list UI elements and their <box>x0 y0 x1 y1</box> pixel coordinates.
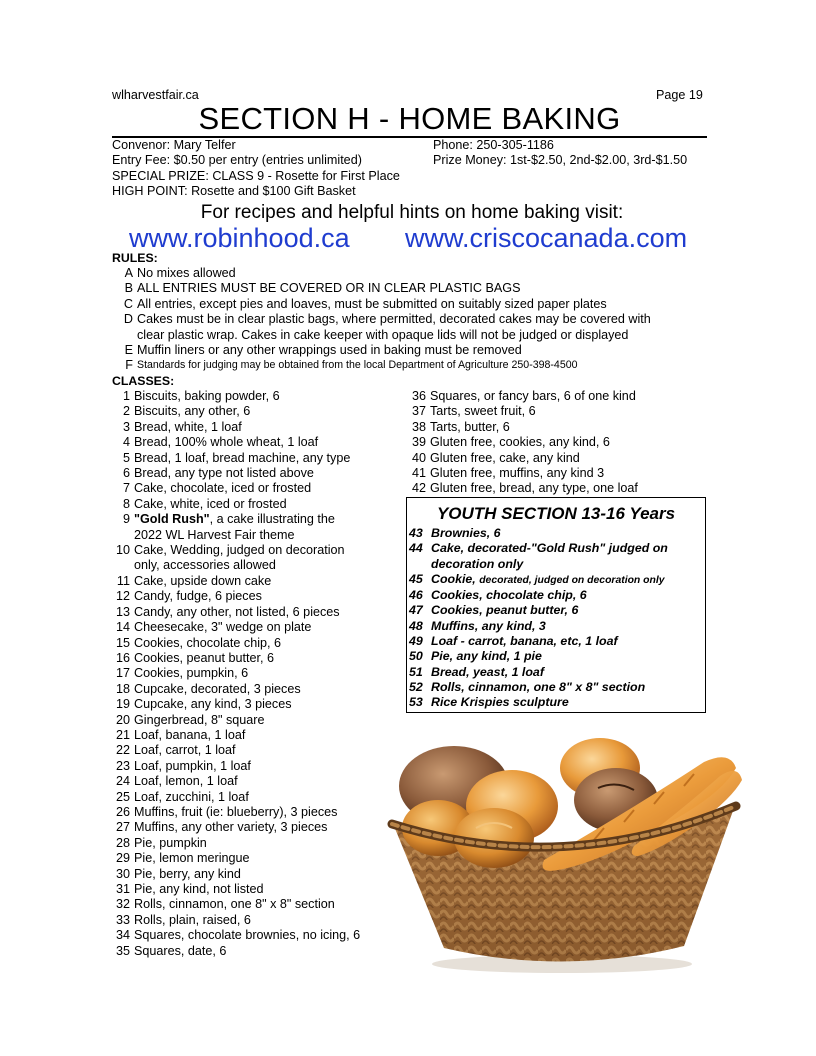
class-text <box>134 543 402 558</box>
class-desc: Squares, date, 6 <box>134 943 227 958</box>
class-number: 7 <box>122 481 130 496</box>
youth-item <box>409 572 705 588</box>
class-desc: Loaf, carrot, 1 loaf <box>134 743 236 758</box>
class-desc: Candy, fudge, 6 pieces <box>134 589 262 604</box>
class-text <box>134 435 402 450</box>
rule-text: All entries, except pies and loaves, must be submitted on suitably sized paper plates <box>137 296 607 311</box>
class-number: 10 <box>115 543 130 558</box>
rule-item <box>112 312 712 327</box>
youth-desc: Loaf - carrot, banana, etc, 1 loaf <box>431 634 618 649</box>
class-item <box>112 759 402 774</box>
youth-list <box>407 526 705 711</box>
class-desc: Gluten free, cake, any kind <box>430 450 580 465</box>
rule-text: Cakes must be in clear plastic bags, where permitted, decorated cakes may be covered with <box>137 312 651 327</box>
class-desc: Muffins, fruit (ie: blueberry), 3 pieces <box>134 804 338 819</box>
class-desc: Gluten free, bread, any type, one loaf <box>430 481 638 496</box>
youth-item <box>409 680 705 695</box>
class-number: 36 <box>411 389 426 403</box>
class-text <box>134 790 402 805</box>
class-item <box>408 481 708 496</box>
class-text <box>134 851 402 866</box>
class-number: 26 <box>115 804 130 819</box>
class-desc: Rolls, plain, raised, 6 <box>134 912 251 927</box>
class-item <box>408 420 708 435</box>
class-number: 13 <box>115 604 130 619</box>
rule-letter: F <box>125 358 133 373</box>
class-number <box>112 528 134 543</box>
class-number: 5 <box>122 450 130 465</box>
class-item <box>112 574 402 589</box>
class-item <box>112 682 402 697</box>
class-text <box>134 805 402 820</box>
class-desc: only, accessories allowed <box>134 558 276 573</box>
class-text <box>430 451 708 466</box>
class-text <box>134 481 402 496</box>
class-desc: Cake, upside down cake <box>134 573 272 588</box>
youth-text <box>431 588 705 603</box>
class-number: 21 <box>115 727 130 742</box>
class-number: 9 <box>122 512 130 527</box>
class-desc: Cookies, peanut butter, 6 <box>134 650 275 665</box>
rule-item <box>112 297 712 312</box>
youth-text <box>431 619 705 634</box>
youth-text <box>431 572 705 588</box>
class-number: 14 <box>115 620 130 635</box>
rule-item <box>112 343 712 358</box>
class-desc: Gluten free, muffins, any kind 3 <box>430 466 605 481</box>
class-text <box>134 713 402 728</box>
site-url: wlharvestfair.ca <box>112 88 199 102</box>
class-number: 3 <box>122 419 130 434</box>
class-item <box>112 944 402 959</box>
class-text <box>134 589 402 604</box>
youth-note: decorated, judged on decoration only <box>479 574 665 586</box>
class-item <box>112 558 402 573</box>
class-desc: Bread, white, 1 loaf <box>134 419 242 434</box>
high-point-text: HIGH POINT: Rosette and $100 Gift Basket <box>112 184 356 199</box>
class-text <box>134 928 402 943</box>
class-number: 2 <box>122 404 130 419</box>
class-item <box>408 404 708 419</box>
class-item <box>112 913 402 928</box>
rule-item <box>112 266 712 281</box>
phone-text: Phone: 250-305-1186 <box>433 138 554 152</box>
youth-desc: Cookies, peanut butter, 6 <box>431 603 579 618</box>
class-item <box>112 805 402 820</box>
recipes-note: For recipes and helpful hints on home baking visit: <box>200 202 624 223</box>
class-item <box>112 697 402 712</box>
class-number: 30 <box>115 866 130 881</box>
class-number: 22 <box>115 743 130 758</box>
youth-desc: Brownies, 6 <box>431 526 501 540</box>
section-title: SECTION H - HOME BAKING <box>198 101 621 136</box>
rule-letter: E <box>124 343 133 358</box>
class-number: 16 <box>115 650 130 665</box>
class-text <box>134 451 402 466</box>
class-text <box>134 466 402 481</box>
youth-item <box>409 665 705 680</box>
class-number: 1 <box>122 389 130 403</box>
class-text <box>134 666 402 681</box>
class-item <box>112 605 402 620</box>
class-desc: Pie, any kind, not listed <box>134 882 264 896</box>
page-number: Page 19 <box>656 88 703 102</box>
class-item <box>112 404 402 419</box>
class-text <box>430 435 708 450</box>
youth-text <box>431 603 705 618</box>
youth-text <box>431 680 705 695</box>
rule-letter: D <box>123 312 133 327</box>
youth-number: 44 <box>409 541 423 556</box>
class-desc: Pie, berry, any kind <box>134 866 241 881</box>
class-number: 4 <box>122 435 130 450</box>
rule-letter: C <box>123 296 133 311</box>
youth-item <box>409 541 705 556</box>
youth-item <box>409 695 705 710</box>
classes-list-right <box>408 389 708 497</box>
youth-desc: Muffins, any kind, 3 <box>431 618 546 633</box>
class-text <box>134 512 402 527</box>
class-item <box>112 882 402 897</box>
class-text <box>134 558 402 573</box>
class-desc: 2022 WL Harvest Fair theme <box>134 527 295 542</box>
youth-number: 47 <box>409 603 423 618</box>
class-item <box>112 743 402 758</box>
youth-desc: Cookie, <box>431 571 480 586</box>
rule-text: No mixes allowed <box>137 266 236 280</box>
class-number: 37 <box>411 404 426 419</box>
class-desc: Loaf, lemon, 1 loaf <box>134 774 238 789</box>
class-desc: Cupcake, decorated, 3 pieces <box>134 681 301 696</box>
youth-number: 52 <box>409 679 423 694</box>
class-text <box>134 774 402 789</box>
class-item <box>112 928 402 943</box>
class-number: 19 <box>115 697 130 712</box>
class-desc: Biscuits, any other, 6 <box>134 404 251 419</box>
class-text <box>134 420 402 435</box>
class-item <box>112 867 402 882</box>
youth-section-title: YOUTH SECTION 13-16 Years <box>436 504 676 523</box>
class-desc: Squares, chocolate brownies, no icing, 6 <box>134 928 361 943</box>
class-desc: Cookies, chocolate chip, 6 <box>134 635 282 650</box>
class-number: 32 <box>115 897 130 912</box>
rule-letter: B <box>124 281 133 296</box>
class-item <box>408 466 708 481</box>
class-desc: Bread, 100% whole wheat, 1 loaf <box>134 435 319 450</box>
class-text <box>134 897 402 912</box>
rules-list <box>112 266 712 374</box>
special-prize-text: SPECIAL PRIZE: CLASS 9 - Rosette for First Place <box>112 168 400 183</box>
class-number: 6 <box>122 466 130 481</box>
class-desc: Cake, white, iced or frosted <box>134 496 287 511</box>
class-desc: Tarts, butter, 6 <box>430 419 510 434</box>
class-number: 34 <box>115 928 130 943</box>
class-desc: Loaf, zucchini, 1 loaf <box>134 789 249 804</box>
class-number: 29 <box>115 851 130 866</box>
youth-number: 50 <box>409 649 423 664</box>
youth-number: 53 <box>409 695 423 710</box>
classes-list-left <box>112 389 402 959</box>
class-desc: Cake, chocolate, iced or frosted <box>134 481 312 496</box>
class-item <box>112 620 402 635</box>
class-item <box>112 666 402 681</box>
class-item <box>112 512 402 527</box>
youth-text <box>431 695 705 710</box>
entry-fee-text: Entry Fee: $0.50 per entry (entries unlimited) <box>112 153 362 168</box>
class-desc: Tarts, sweet fruit, 6 <box>430 404 536 419</box>
class-number: 31 <box>115 882 130 896</box>
youth-text <box>431 541 705 556</box>
class-number: 38 <box>411 419 426 434</box>
class-number: 12 <box>115 589 130 604</box>
class-text <box>134 404 402 419</box>
rule-letter <box>112 328 137 343</box>
class-item <box>112 451 402 466</box>
crisco-link[interactable]: www.criscocanada.com <box>405 223 688 253</box>
class-item <box>408 389 708 404</box>
youth-desc: Cake, decorated-"Gold Rush" judged on <box>431 541 668 556</box>
youth-desc: Pie, any kind, 1 pie <box>431 649 542 664</box>
class-desc: , a cake illustrating the <box>209 512 335 527</box>
classes-heading: CLASSES: <box>112 374 175 388</box>
class-text <box>134 728 402 743</box>
class-text <box>134 620 402 635</box>
youth-desc: Rice Krispies sculpture <box>431 695 569 710</box>
youth-number: 43 <box>409 526 423 540</box>
class-item <box>112 435 402 450</box>
class-text <box>134 636 402 651</box>
class-item <box>112 651 402 666</box>
youth-item <box>409 557 705 572</box>
bread-basket-illustration <box>384 728 744 979</box>
class-number: 17 <box>115 666 130 681</box>
class-desc: Cake, Wedding, judged on decoration <box>134 543 345 558</box>
youth-number <box>409 557 431 572</box>
rule-item <box>112 358 712 373</box>
convenor-text: Convenor: Mary Telfer <box>112 138 236 152</box>
youth-desc: Rolls, cinnamon, one 8" x 8" section <box>431 679 646 694</box>
rule-text: Standards for judging may be obtained from the local Department of Agriculture 250-398-4500 <box>137 359 578 372</box>
class-number: 18 <box>115 681 130 696</box>
class-item <box>112 836 402 851</box>
youth-item <box>409 603 705 618</box>
class-item <box>112 466 402 481</box>
youth-item <box>409 526 705 541</box>
class-item <box>112 713 402 728</box>
class-desc: Pie, pumpkin <box>134 835 207 850</box>
robinhood-link[interactable]: www.robinhood.ca <box>129 223 350 253</box>
class-text <box>430 481 708 496</box>
class-text <box>134 820 402 835</box>
class-desc: Squares, or fancy bars, 6 of one kind <box>430 389 636 403</box>
class-item <box>408 435 708 450</box>
class-desc: Muffins, any other variety, 3 pieces <box>134 820 328 835</box>
class-number: 24 <box>115 774 130 789</box>
class-item <box>112 389 402 404</box>
rules-heading: RULES: <box>112 251 158 265</box>
class-item <box>112 497 402 512</box>
rule-text: Muffin liners or any other wrappings used in baking must be removed <box>137 343 522 358</box>
class-number: 28 <box>115 835 130 850</box>
youth-number: 45 <box>409 571 423 586</box>
class-text <box>430 466 708 481</box>
class-text <box>134 836 402 851</box>
rule-letter: A <box>124 266 133 280</box>
class-desc: Rolls, cinnamon, one 8" x 8" section <box>134 897 335 912</box>
class-text <box>134 574 402 589</box>
class-desc: Pie, lemon meringue <box>134 851 250 866</box>
youth-number: 51 <box>409 664 423 679</box>
youth-desc: decoration only <box>431 556 524 571</box>
youth-number: 48 <box>409 618 423 633</box>
rule-text: ALL ENTRIES MUST BE COVERED OR IN CLEAR PLASTIC BAGS <box>137 281 521 296</box>
class-number: 41 <box>411 466 426 481</box>
class-item <box>112 420 402 435</box>
class-item <box>408 451 708 466</box>
class-item <box>112 774 402 789</box>
class-text <box>134 882 402 897</box>
class-text <box>134 605 402 620</box>
class-number: 40 <box>411 450 426 465</box>
class-number: 15 <box>115 635 130 650</box>
info-right <box>433 138 687 169</box>
class-item <box>112 589 402 604</box>
youth-text <box>431 526 705 541</box>
class-number: 23 <box>115 758 130 773</box>
class-text <box>134 913 402 928</box>
class-number: 39 <box>411 435 426 450</box>
class-number: 42 <box>411 481 426 496</box>
class-number: 25 <box>115 789 130 804</box>
class-number <box>112 558 134 573</box>
class-text <box>134 497 402 512</box>
rule-text: clear plastic wrap. Cakes in cake keeper with opaque lids will not be judged or displayed <box>137 327 629 342</box>
youth-desc: Bread, yeast, 1 loaf <box>431 664 544 679</box>
class-desc: Cookies, pumpkin, 6 <box>134 666 249 681</box>
class-item <box>112 790 402 805</box>
class-item <box>112 636 402 651</box>
prize-money-text: Prize Money: 1st-$2.50, 2nd-$2.00, 3rd-$1.50 <box>433 153 688 168</box>
class-desc: Cupcake, any kind, 3 pieces <box>134 697 292 712</box>
class-desc: Gingerbread, 8" square <box>134 712 265 727</box>
class-item <box>112 851 402 866</box>
class-desc: Gluten free, cookies, any kind, 6 <box>430 435 610 450</box>
class-item <box>112 528 402 543</box>
class-text <box>134 682 402 697</box>
class-desc: Cheesecake, 3" wedge on plate <box>134 620 312 635</box>
class-text <box>134 697 402 712</box>
class-number: 8 <box>122 496 130 511</box>
class-desc: Bread, any type not listed above <box>134 466 314 481</box>
class-item <box>112 481 402 496</box>
youth-number: 46 <box>409 588 423 603</box>
class-number: 20 <box>115 712 130 727</box>
class-item <box>112 897 402 912</box>
youth-item <box>409 588 705 603</box>
class-desc: Biscuits, baking powder, 6 <box>134 389 280 403</box>
youth-number: 49 <box>409 634 423 649</box>
youth-text <box>431 557 705 572</box>
youth-text <box>431 649 705 664</box>
youth-desc: Cookies, chocolate chip, 6 <box>431 588 587 603</box>
class-number: 11 <box>116 573 130 588</box>
class-text <box>430 420 708 435</box>
class-number: 33 <box>115 912 130 927</box>
class-bold-text: "Gold Rush" <box>134 512 210 527</box>
class-text <box>134 944 402 959</box>
youth-text <box>431 665 705 680</box>
youth-text <box>431 634 705 649</box>
class-text <box>430 404 708 419</box>
class-text <box>134 389 402 404</box>
class-item <box>112 728 402 743</box>
class-desc: Candy, any other, not listed, 6 pieces <box>134 604 340 619</box>
class-desc: Loaf, banana, 1 loaf <box>134 727 246 742</box>
youth-item <box>409 619 705 634</box>
info-left <box>112 138 400 200</box>
class-text <box>430 389 708 404</box>
youth-item <box>409 649 705 664</box>
class-text <box>134 528 402 543</box>
rule-item <box>112 281 712 296</box>
class-text <box>134 867 402 882</box>
class-item <box>112 820 402 835</box>
class-text <box>134 651 402 666</box>
class-desc: Bread, 1 loaf, bread machine, any type <box>134 450 351 465</box>
class-desc: Loaf, pumpkin, 1 loaf <box>134 758 251 773</box>
class-number: 27 <box>115 820 130 835</box>
class-number: 35 <box>115 943 130 958</box>
class-text <box>134 743 402 758</box>
youth-section-box <box>406 497 706 713</box>
class-item <box>112 543 402 558</box>
rule-item <box>112 328 712 343</box>
youth-item <box>409 634 705 649</box>
class-text <box>134 759 402 774</box>
